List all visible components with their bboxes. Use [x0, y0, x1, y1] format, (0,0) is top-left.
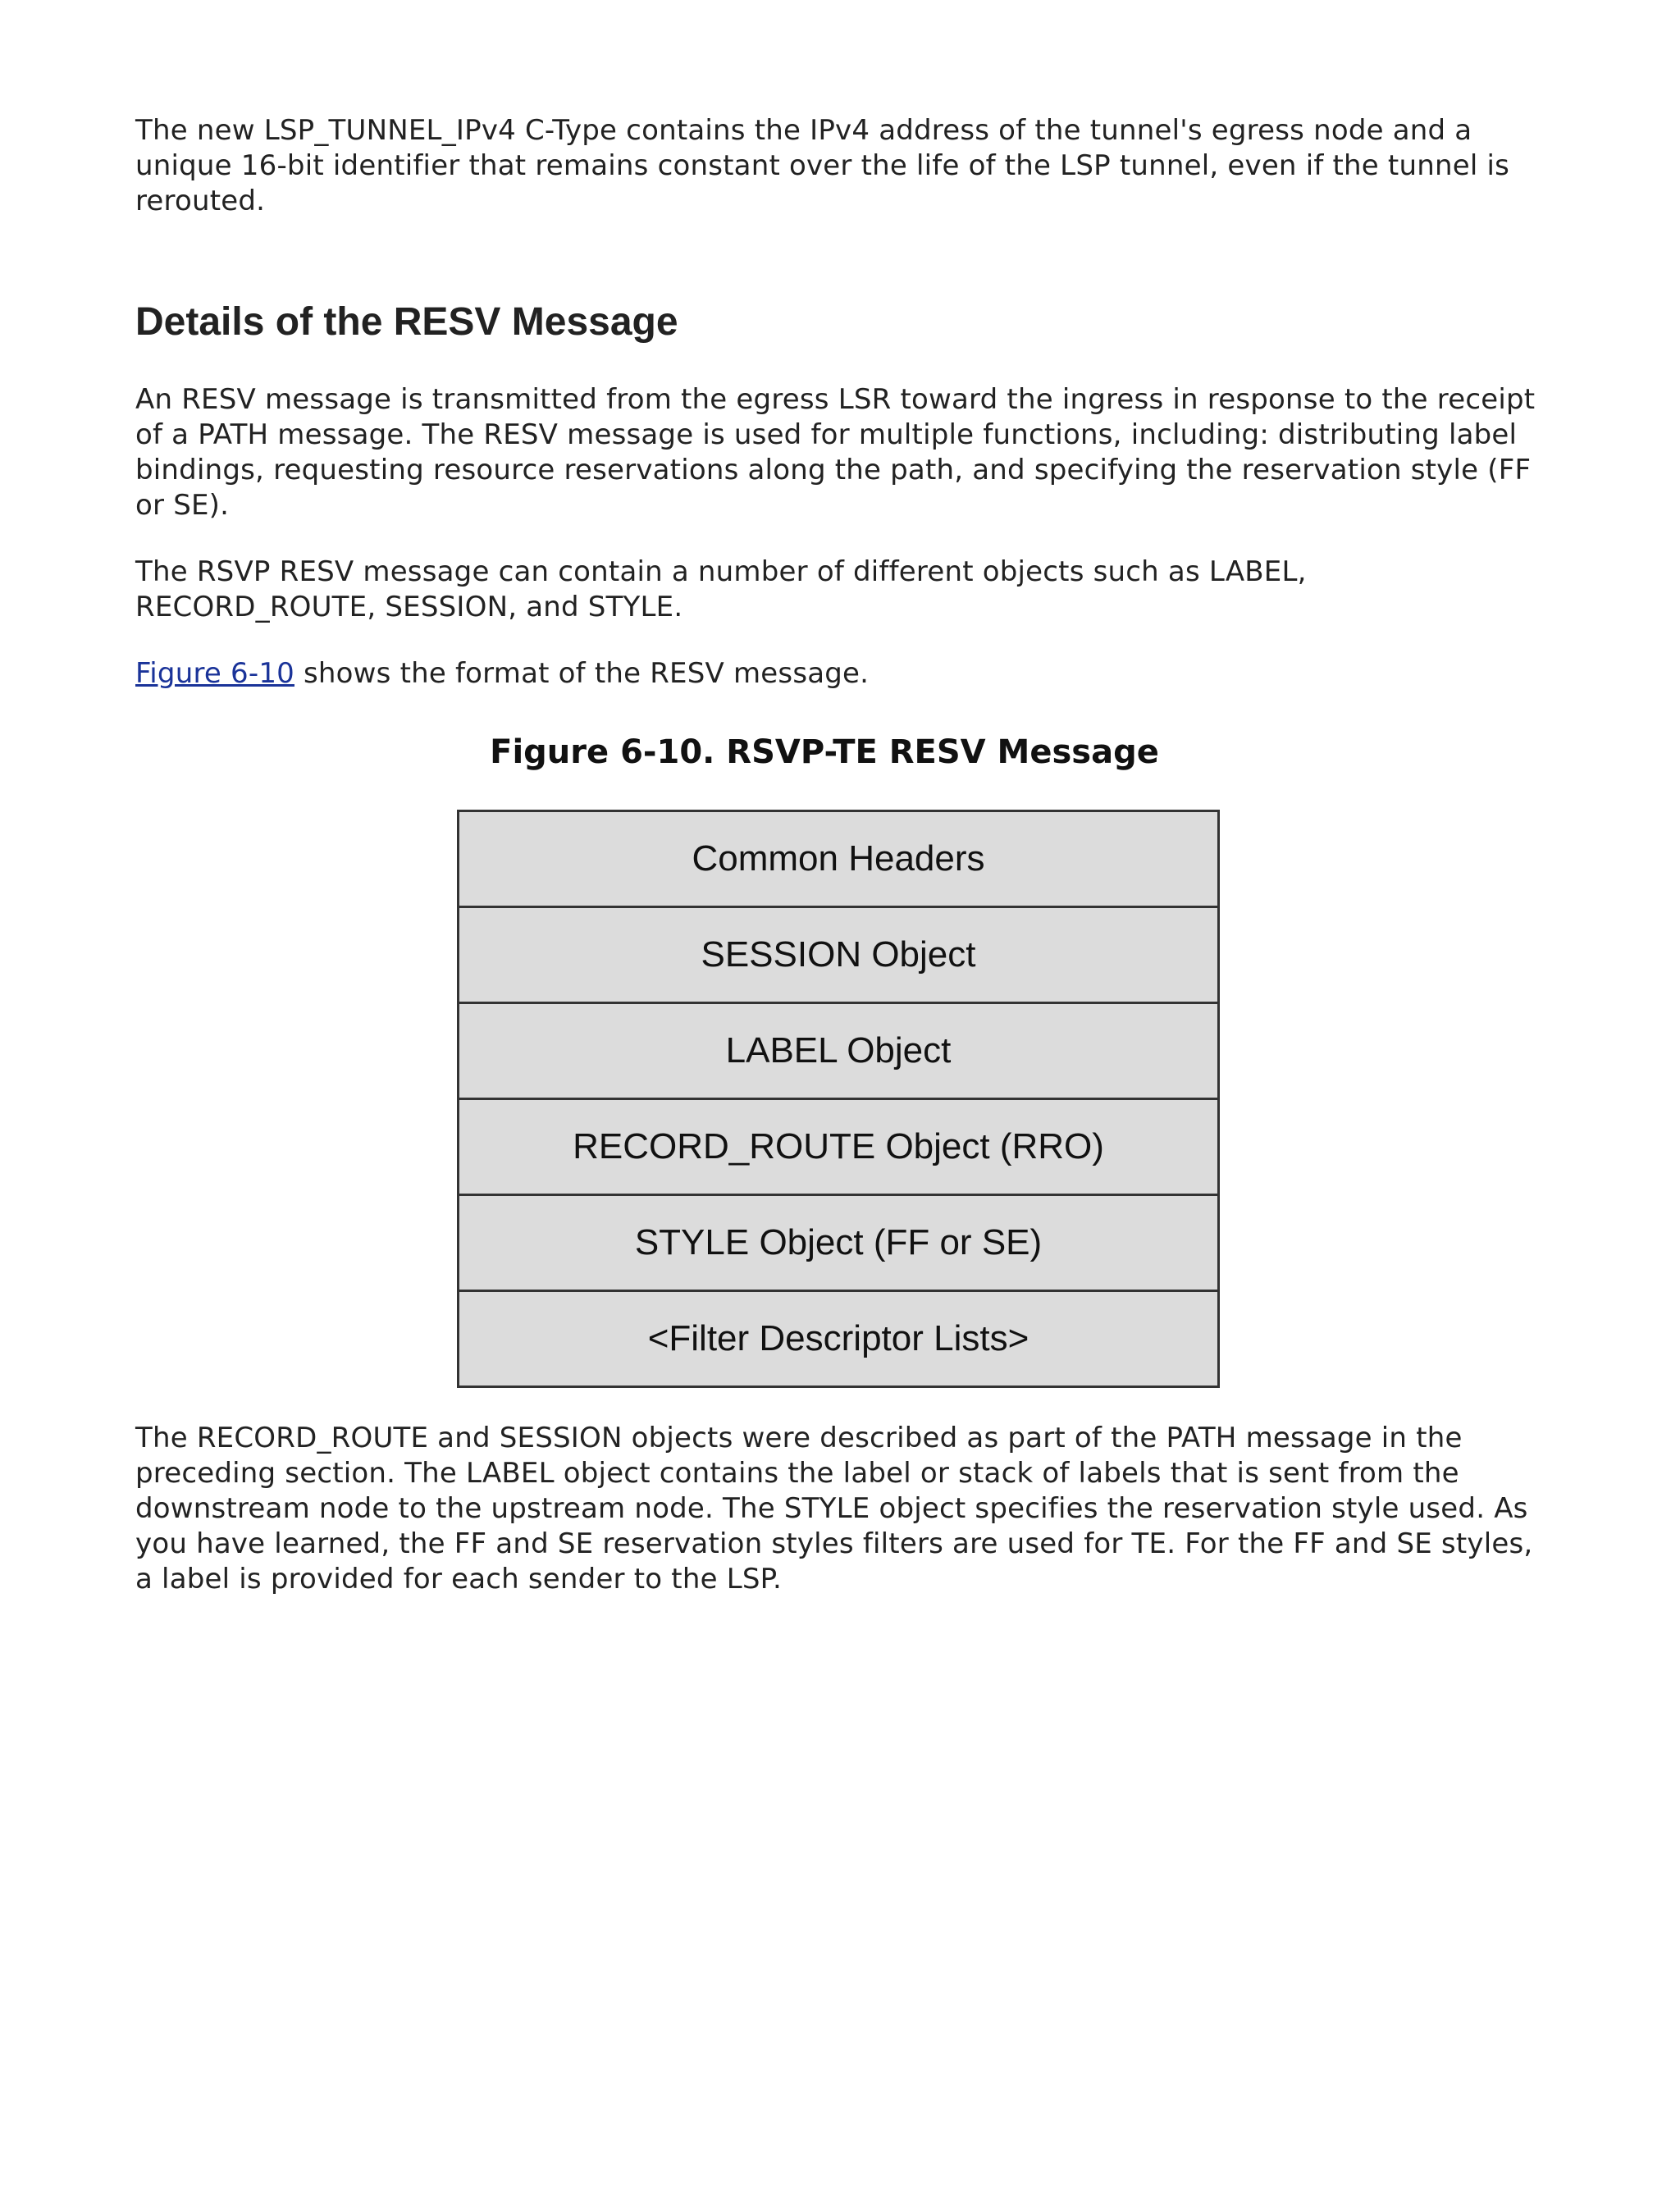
- figure-6-10-link[interactable]: Figure 6-10: [135, 657, 294, 690]
- resv-paragraph-2: The RSVP RESV message can contain a number of different objects such as LABEL, RECORD_ROUTE, SESSION, and STYLE.: [135, 555, 1307, 623]
- resv-message-diagram: [457, 810, 1220, 1388]
- figure-reference-paragraph: [135, 656, 1546, 692]
- figure-title: Figure 6-10. RSVP-TE RESV Message: [490, 733, 1159, 771]
- diagram-block-style-object: STYLE Object (FF or SE): [459, 1194, 1217, 1290]
- diagram-block-common-headers: Common Headers: [692, 838, 985, 879]
- resv-paragraph-1: An RESV message is transmitted from the egress LSR toward the ingress in response to the receipt of a PATH message. The RESV message is used for multiple functions, including: distributing label bindings, requesting resource reservations along the path, and specifying the reservation style (FF or SE).: [135, 383, 1536, 522]
- diagram-block-label-object: LABEL Object: [459, 1002, 1217, 1098]
- closing-paragraph: The RECORD_ROUTE and SESSION objects were described as part of the PATH message in the preceding section. The LABEL object contains the label or stack of labels that is sent from the downstream node to the upstream node. The STYLE object specifies the reservation style used. As you have learned, the FF and SE reservation styles filters are used for TE. For the FF and SE styles, a label is provided for each sender to the LSP.: [135, 1422, 1533, 1596]
- intro-paragraph: The new LSP_TUNNEL_IPv4 C-Type contains the IPv4 address of the tunnel's egress node and a unique 16-bit identifier that remains constant over the life of the LSP tunnel, even if the tunnel is rerouted.: [135, 114, 1510, 217]
- document-page: [135, 113, 1546, 1597]
- diagram-block-session-object: SESSION Object: [459, 906, 1217, 1002]
- diagram-block-record-route-object: RECORD_ROUTE Object (RRO): [459, 1098, 1217, 1194]
- figure-reference-text: shows the format of the RESV message.: [294, 657, 870, 690]
- section-heading: Details of the RESV Message: [135, 300, 678, 344]
- diagram-block-filter-descriptor-lists: <Filter Descriptor Lists>: [459, 1290, 1217, 1386]
